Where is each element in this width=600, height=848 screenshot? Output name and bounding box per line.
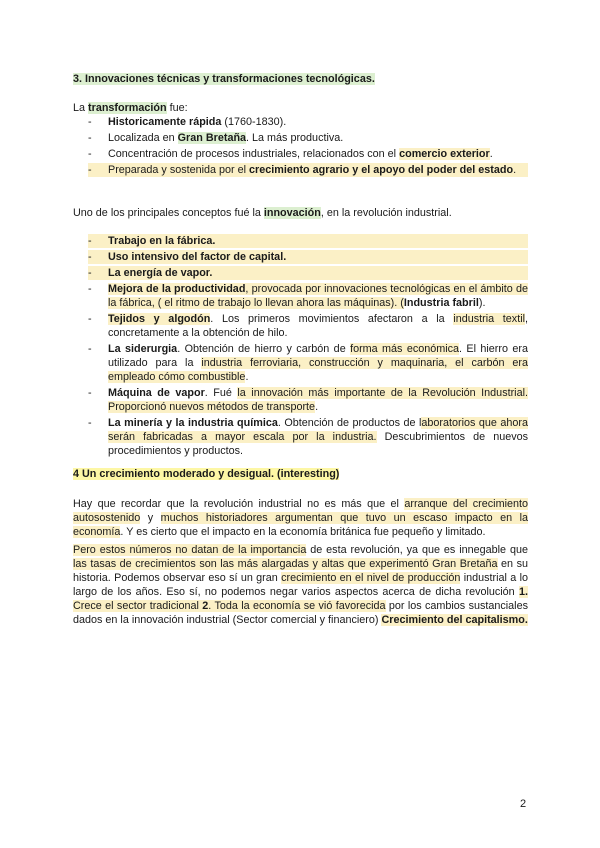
list-item: - La minería y la industria química. Obtención de productos de laboratorios que ahora serán fabricadas a mayor escala por la industria. Descubrimientos de nuevos procedimientos y productos. xyxy=(88,417,529,457)
list-item: - Preparada y sostenida por el crecimiento agrario y el apoyo del poder del estado. xyxy=(88,163,528,177)
list-item: - La siderurgia. Obtención de hierro y carbón de forma más económica. El hierro era utilizado para la industria ferroviaria, construcción y maquinaria, el carbón era empleado cómo combustible. xyxy=(88,343,528,383)
innovations-list xyxy=(88,234,528,460)
transformation-list xyxy=(88,115,528,179)
section-3-heading xyxy=(73,72,375,86)
section-4-title: 4 Un crecimiento moderado y desigual. (interesting) xyxy=(73,468,340,480)
concept-line: Uno de los principales conceptos fué la innovación, en la revolución industrial. xyxy=(73,207,452,219)
list-item: - Concentración de procesos industriales, relacionados con el comercio exterior. xyxy=(88,148,493,160)
section-4-paragraph-1: Hay que recordar que la revolución industrial no es más que el arranque del crecimiento autosostenido y muchos historiadores argumentan que tuvo un escaso impacto en la economía. Y es cierto que el impacto en la economía británica fue pequeño y limitado. xyxy=(73,498,528,538)
intro-post: fue: xyxy=(166,102,188,114)
list-item: - Uso intensivo del factor de capital. xyxy=(88,250,528,264)
list-item: - Tejidos y algodón. Los primeros movimientos afectaron a la industria textil, concretamente a la obtención de hilo. xyxy=(88,313,528,339)
list-item: - Máquina de vapor. Fué la innovación más importante de la Revolución Industrial. Proporcionó nuevos métodos de transporte. xyxy=(88,387,528,413)
intro-term: transformación xyxy=(88,102,167,114)
section-3-title: 3. Innovaciones técnicas y transformaciones tecnológicas. xyxy=(73,73,375,85)
list-item: - La energía de vapor. xyxy=(88,266,528,280)
page-number: 2 xyxy=(520,798,527,810)
list-item: - Historicamente rápida (1760-1830). xyxy=(88,116,287,128)
intro-line xyxy=(73,101,528,115)
list-item: - Localizada en Gran Bretaña. La más productiva. xyxy=(88,132,344,144)
list-item: - Mejora de la productividad, provocada por innovaciones tecnológicas en el ámbito de la fábrica, ( el ritmo de trabajo lo llevan ahora las máquinas). (Industria fabril). xyxy=(88,283,528,309)
section-4-paragraph-2: Pero estos números no datan de la importancia de esta revolución, ya que es innegable que las tasas de crecimientos son las más alargadas y altas que experimentó Gran Bretaña en su historia. Podemos observar eso sí un gran crecimiento en el nivel de producción industrial a lo largo de los años. Eso sí, no podemos negar varios aspectos acerca de dicha revolución 1. Crece el sector tradicional 2. Toda la economía se vió favorecida por los cambios sustanciales dados en la innovación industrial (Sector comercial y financiero) Crecimiento del capitalismo. xyxy=(73,544,528,626)
section-4-heading xyxy=(73,467,339,481)
list-item: - Trabajo en la fábrica. xyxy=(88,234,528,248)
intro-pre: La xyxy=(73,102,89,114)
